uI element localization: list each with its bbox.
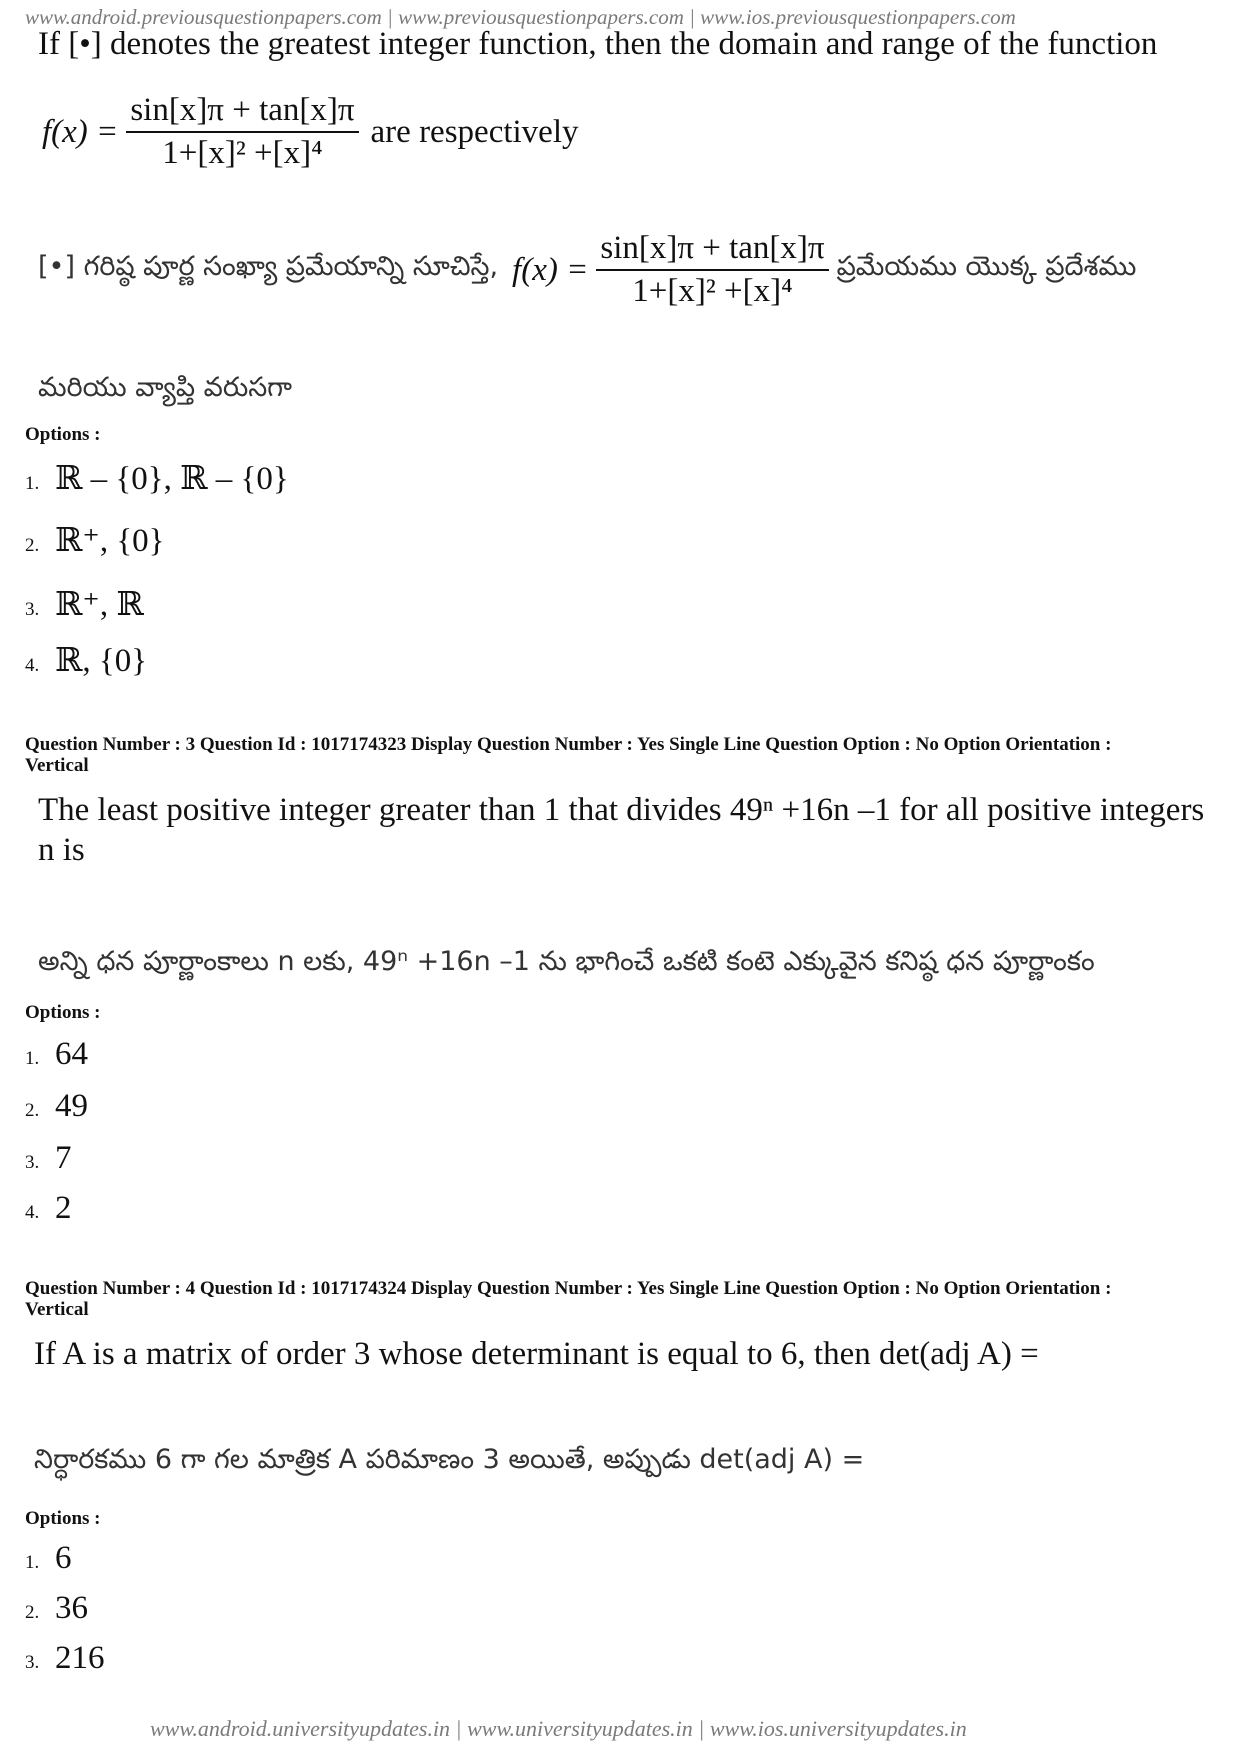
q2-stem-te-prefix: [•] గరిష్ఠ పూర్ణ సంఖ్యా ప్రమేయాన్ని సూచిస్తే, bbox=[38, 251, 499, 282]
option-number: 4. bbox=[25, 1202, 40, 1223]
option-text: 216 bbox=[55, 1640, 105, 1676]
q3-option-2[interactable] bbox=[25, 1088, 88, 1125]
option-number: 2. bbox=[25, 1602, 40, 1623]
q2-fx-label: f(x) = bbox=[42, 113, 119, 150]
q2-te-fx-denominator: 1+[x]² +[x]⁴ bbox=[632, 273, 793, 309]
option-text: ℝ⁺, ℝ bbox=[55, 587, 144, 623]
q3-option-1[interactable] bbox=[25, 1036, 88, 1073]
q2-option-2[interactable] bbox=[25, 520, 165, 560]
q4-stem-telugu: నిర్ధారకము 6 గా గల మాత్రిక A పరిమాణం 3 అయితే, అప్పుడు det(adj A) = bbox=[34, 1444, 865, 1475]
option-text: ℝ – {0}, ℝ – {0} bbox=[55, 461, 289, 497]
option-number: 1. bbox=[25, 473, 40, 494]
q2-option-3[interactable] bbox=[25, 584, 144, 624]
option-number: 3. bbox=[25, 599, 40, 620]
option-text: 6 bbox=[55, 1540, 72, 1576]
q3-stem-telugu: అన్ని ధన పూర్ణాంకాలు n లకు, 49ⁿ +16n –1 ను భాగించే ఒకటి కంటె ఎక్కువైన కనిష్ఠ ధన పూర్ణాంకం bbox=[38, 946, 1095, 977]
option-text: 2 bbox=[55, 1190, 72, 1226]
q2-fx-denominator: 1+[x]² +[x]⁴ bbox=[162, 135, 323, 171]
q2-stem-telugu-line2: మరియు వ్యాప్తి వరుసగా bbox=[38, 372, 293, 403]
option-text: 36 bbox=[55, 1590, 88, 1626]
q4-stem-english: If A is a matrix of order 3 whose determinant is equal to 6, then det(adj A) = bbox=[34, 1336, 1039, 1372]
option-text: 49 bbox=[55, 1088, 88, 1124]
q2-fx-numerator: sin[x]π + tan[x]π bbox=[130, 92, 355, 128]
q2-stem-te-suffix: ప్రమేయము యొక్క ప్రదేశము bbox=[836, 251, 1137, 282]
option-number: 3. bbox=[25, 1152, 40, 1173]
q2-fx-fraction bbox=[126, 92, 358, 172]
q3-metadata: Question Number : 3 Question Id : 1017174323 Display Question Number : Yes Single Line Question Option : No Option Orientation : Vertical bbox=[25, 734, 1112, 776]
option-number: 1. bbox=[25, 1552, 40, 1573]
q3-option-4[interactable] bbox=[25, 1190, 72, 1227]
watermark-top: www.android.previousquestionpapers.com | www.previousquestionpapers.com | www.ios.previousquestionpapers.com bbox=[25, 5, 1016, 29]
q2-options-label: Options : bbox=[25, 424, 101, 445]
q2-te-fx-label: f(x) = bbox=[512, 251, 589, 288]
option-text: ℝ⁺, {0} bbox=[55, 523, 165, 559]
option-number: 1. bbox=[25, 1048, 40, 1069]
q4-options-label: Options : bbox=[25, 1508, 101, 1529]
q4-option-3[interactable] bbox=[25, 1640, 105, 1677]
q4-metadata: Question Number : 4 Question Id : 1017174324 Display Question Number : Yes Single Line Question Option : No Option Orientation : Vertical bbox=[25, 1278, 1112, 1320]
option-text: ℝ, {0} bbox=[55, 643, 148, 679]
option-text: 64 bbox=[55, 1036, 88, 1072]
q2-te-fx-fraction bbox=[596, 230, 828, 310]
q4-option-1[interactable] bbox=[25, 1540, 72, 1577]
q2-stem-english: If [•] denotes the greatest integer function, then the domain and range of the function bbox=[38, 26, 1158, 62]
q3-option-3[interactable] bbox=[25, 1140, 72, 1177]
option-number: 4. bbox=[25, 655, 40, 676]
option-text: 7 bbox=[55, 1140, 72, 1176]
q2-fx-tail: are respectively bbox=[370, 113, 579, 150]
q4-option-2[interactable] bbox=[25, 1590, 88, 1627]
watermark-bottom: www.android.universityupdates.in | www.universityupdates.in | www.ios.universityupdates.in bbox=[150, 1716, 967, 1741]
q2-te-fx-numerator: sin[x]π + tan[x]π bbox=[600, 230, 825, 266]
q2-option-4[interactable] bbox=[25, 640, 147, 680]
q2-option-1[interactable] bbox=[25, 458, 289, 498]
q2-stem-telugu bbox=[38, 230, 1136, 310]
option-number: 3. bbox=[25, 1652, 40, 1673]
option-number: 2. bbox=[25, 535, 40, 556]
option-number: 2. bbox=[25, 1100, 40, 1121]
q3-stem-english: The least positive integer greater than 1 that divides 49ⁿ +16n –1 for all positive integers n is bbox=[38, 792, 1205, 868]
q2-function-formula bbox=[42, 92, 579, 172]
q3-options-label: Options : bbox=[25, 1002, 101, 1023]
